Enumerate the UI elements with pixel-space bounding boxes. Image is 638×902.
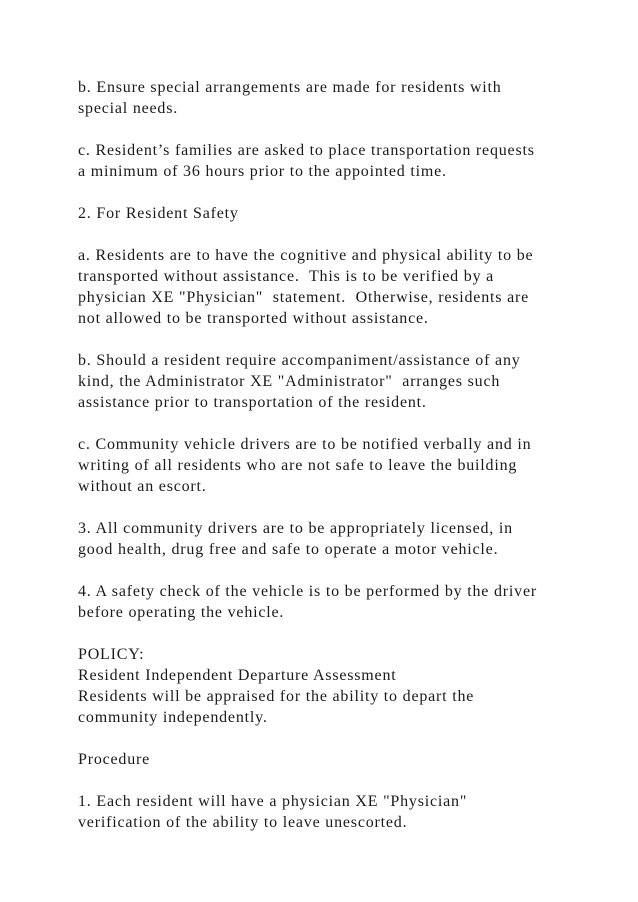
text-line: special needs. — [78, 100, 179, 117]
paragraph-driver-licensing — [78, 518, 598, 560]
paragraph-special-needs — [78, 77, 598, 119]
text-line: b. Should a resident require accompaniment/assistance of any — [78, 352, 521, 369]
paragraph-safety-check — [78, 581, 598, 623]
text-line: assistance prior to transportation of the resident. — [78, 394, 427, 411]
text-line: a minimum of 36 hours prior to the appointed time. — [78, 163, 447, 180]
paragraph-transportation-requests — [78, 140, 598, 182]
text-line: Residents will be appraised for the ability to depart the — [78, 688, 475, 705]
text-line: transported without assistance. This is to be verified by a — [78, 268, 495, 285]
text-line: physician XE "Physician" statement. Otherwise, residents are — [78, 289, 530, 306]
text-line: 3. All community drivers are to be appropriately licensed, in — [78, 520, 513, 537]
text-line: kind, the Administrator XE "Administrator" arranges such — [78, 373, 501, 390]
section-heading-resident-safety — [78, 203, 598, 224]
text-line: without an escort. — [78, 478, 207, 495]
text-line: c. Community vehicle drivers are to be notified verbally and in — [78, 436, 532, 453]
policy-block — [78, 644, 598, 728]
text-line: c. Resident’s families are asked to place transportation requests — [78, 142, 535, 159]
text-line: verification of the ability to leave unescorted. — [78, 814, 408, 831]
paragraph-physician-verification — [78, 791, 598, 833]
procedure-heading — [78, 749, 598, 770]
text-line: Procedure — [78, 751, 151, 768]
text-line: writing of all residents who are not safe to leave the building — [78, 457, 518, 474]
policy-title: Resident Independent Departure Assessment — [78, 667, 397, 684]
text-line: before operating the vehicle. — [78, 604, 285, 621]
text-line: a. Residents are to have the cognitive and physical ability to be — [78, 247, 534, 264]
text-line: not allowed to be transported without assistance. — [78, 310, 429, 327]
document-body — [78, 77, 598, 854]
text-line: b. Ensure special arrangements are made for residents with — [78, 79, 502, 96]
policy-label: POLICY: — [78, 646, 145, 663]
text-line: 2. For Resident Safety — [78, 205, 239, 222]
text-line: good health, drug free and safe to operate a motor vehicle. — [78, 541, 499, 558]
paragraph-cognitive-physical-ability — [78, 245, 598, 329]
text-line: 4. A safety check of the vehicle is to be performed by the driver — [78, 583, 537, 600]
text-line: community independently. — [78, 709, 268, 726]
text-line: 1. Each resident will have a physician XE "Physician" — [78, 793, 468, 810]
paragraph-accompaniment — [78, 350, 598, 413]
paragraph-driver-notification — [78, 434, 598, 497]
